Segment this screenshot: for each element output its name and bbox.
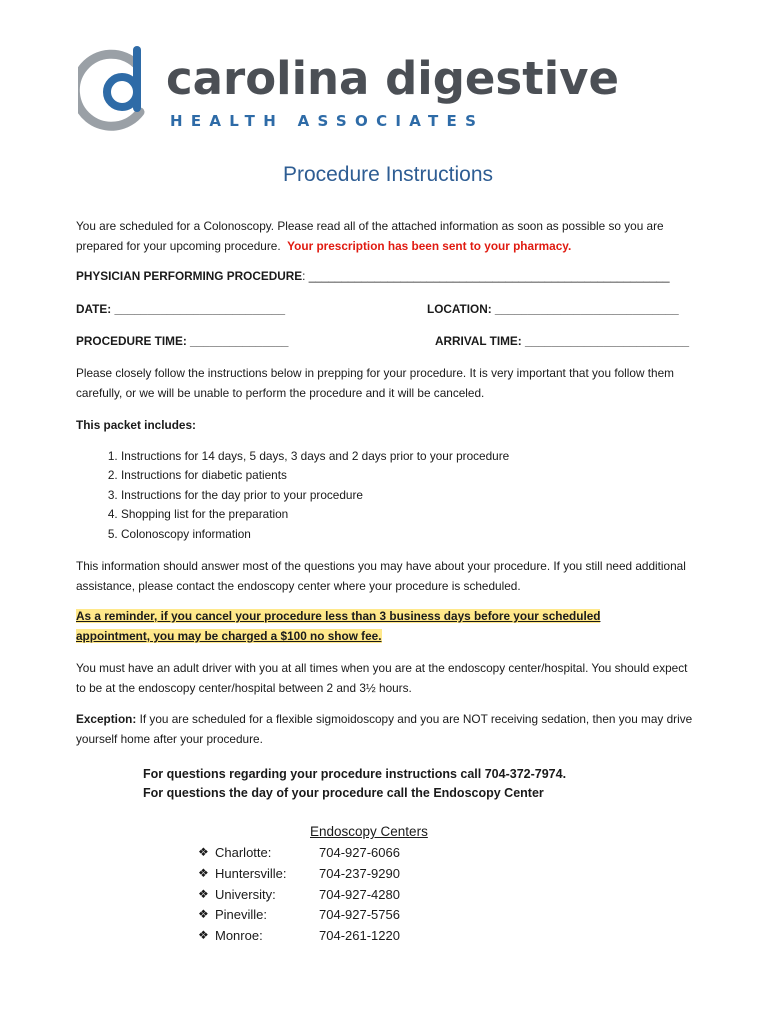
exception-text: If you are scheduled for a flexible sigmoidoscopy and you are NOT receiving sedation, then you may drive yourself home after your procedure. — [76, 712, 693, 746]
contact-line-2: For questions the day of your procedure call the Endoscopy Center — [143, 786, 544, 800]
assistance-paragraph: This information should answer most of the questions you may have about your procedure. If you still need additional assistance, please contact the endoscopy center where your procedure is scheduled. — [76, 559, 686, 593]
physician-blank: : _______________________________________________________ — [302, 269, 670, 283]
arrival-time-field: ARRIVAL TIME: _________________________ — [435, 334, 690, 348]
center-row — [198, 907, 458, 927]
center-phone: 704-237-9290 — [319, 866, 400, 881]
company-logo — [78, 42, 708, 132]
list-item: 4. Shopping list for the preparation — [121, 505, 509, 524]
center-name: Monroe: — [215, 928, 263, 943]
center-row — [198, 928, 458, 948]
center-name: Huntersville: — [215, 866, 287, 881]
intro-text: You are scheduled for a Colonoscopy. Please read all of the attached information as soon as possible so you are prepared for your upcoming procedure. — [76, 219, 664, 253]
diamond-bullet-icon: ❖ — [198, 887, 209, 901]
diamond-bullet-icon: ❖ — [198, 928, 209, 942]
procedure-time-field: PROCEDURE TIME: _______________ — [76, 334, 289, 348]
packet-list — [76, 447, 509, 544]
page-title: Procedure Instructions — [282, 163, 494, 186]
driver-paragraph: You must have an adult driver with you at all times when you are at the endoscopy center/hospital. You should expect to be at the endoscopy center/hospital between 2 and 3½ hours. — [76, 661, 688, 695]
reminder-paragraph — [76, 606, 696, 646]
centers-title: Endoscopy Centers — [310, 824, 428, 839]
center-row — [198, 845, 458, 865]
physician-field — [76, 269, 670, 283]
diamond-bullet-icon: ❖ — [198, 866, 209, 880]
packet-heading: This packet includes: — [76, 418, 196, 432]
center-name: Pineville: — [215, 907, 268, 922]
intro-paragraph — [76, 216, 696, 256]
list-item: 5. Colonoscopy information — [121, 525, 509, 544]
prescription-note: Your prescription has been sent to your pharmacy. — [287, 239, 572, 253]
follow-paragraph: Please closely follow the instructions below in prepping for your procedure. It is very important that you follow them carefully, or we will be unable to perform the procedure and it will be canceled. — [76, 366, 675, 400]
center-phone: 704-927-5756 — [319, 907, 400, 922]
list-item: 3. Instructions for the day prior to your procedure — [121, 486, 509, 505]
list-item: 1. Instructions for 14 days, 5 days, 3 days and 2 days prior to your procedure — [121, 447, 509, 466]
center-row — [198, 866, 458, 886]
reminder-line1: As a reminder, if you cancel your procedure less than 3 business days before your scheduled — [76, 609, 601, 623]
contact-line-1: For questions regarding your procedure instructions call 704-372-7974. — [143, 767, 567, 781]
exception-paragraph — [76, 709, 696, 749]
reminder-line2: appointment, you may be charged a $100 no show fee. — [76, 629, 382, 643]
logo-mark-icon — [78, 42, 164, 132]
center-phone: 704-261-1220 — [319, 928, 400, 943]
center-name: University: — [215, 887, 276, 902]
center-row — [198, 887, 458, 907]
logo-tagline: HEALTH ASSOCIATES — [170, 112, 485, 130]
center-phone: 704-927-6066 — [319, 845, 400, 860]
date-field: DATE: __________________________ — [76, 302, 286, 316]
logo-name: carolina digestive — [166, 52, 620, 105]
diamond-bullet-icon: ❖ — [198, 907, 209, 921]
center-name: Charlotte: — [215, 845, 272, 860]
location-field: LOCATION: ____________________________ — [427, 302, 679, 316]
exception-label: Exception: — [76, 712, 137, 726]
center-phone: 704-927-4280 — [319, 887, 400, 902]
diamond-bullet-icon: ❖ — [198, 845, 209, 859]
physician-label: PHYSICIAN PERFORMING PROCEDURE — [76, 269, 303, 283]
list-item: 2. Instructions for diabetic patients — [121, 466, 509, 485]
